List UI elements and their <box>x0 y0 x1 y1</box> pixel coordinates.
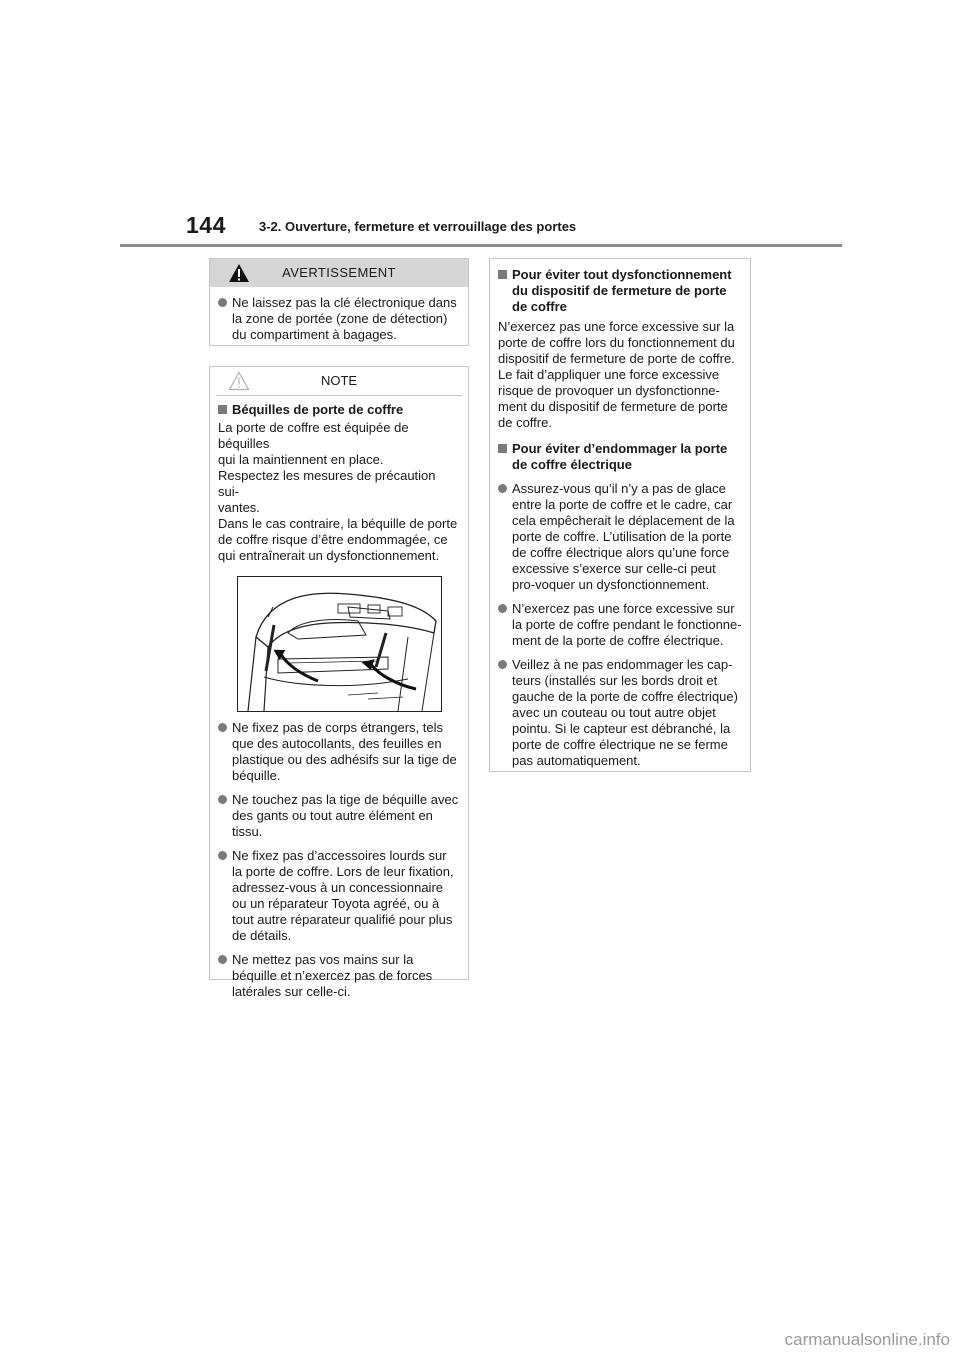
note-header <box>210 367 468 395</box>
round-bullet-icon <box>498 660 507 669</box>
bullet-text: Ne fixez pas de corps étrangers, tels que des autocollants, des feuilles en plastique ou des adhésifs sur la tige de béquille. <box>232 720 457 783</box>
round-bullet-icon <box>218 955 227 964</box>
round-bullet-icon <box>218 723 227 732</box>
bullet-text: N’exercez pas une force excessive sur la porte de coffre pendant le fonctionne-ment de la porte de coffre électrique. <box>512 601 742 648</box>
round-bullet-icon <box>218 851 227 860</box>
bullet-text: Ne laissez pas la clé électronique dans la zone de portée (zone de détection) du compartiment à bagages. <box>232 295 457 342</box>
note-heading <box>218 402 460 418</box>
paragraph-line: Respectez les mesures de précaution sui- <box>218 468 436 499</box>
section-title: 3-2. Ouverture, fermeture et verrouillage des portes <box>259 219 577 234</box>
bullet-text: Veillez à ne pas endommager les cap-teurs (installés sur les bords droit et gauche de la porte de coffre électrique) avec un couteau ou tout autre objet pointu. Si le capteur est débranché, la porte de coffre électrique ne se ferme pas automatiquement. <box>512 657 738 768</box>
header-rule <box>120 244 842 247</box>
paragraph-line: qui la maintiennent en place. <box>218 452 384 467</box>
square-bullet-icon <box>498 270 507 279</box>
note-box <box>209 366 469 999</box>
round-bullet-icon <box>218 298 227 307</box>
list-item <box>498 601 742 649</box>
paragraph-line: vantes. <box>218 500 260 515</box>
watermark: carmanualsonline.info <box>784 1330 950 1349</box>
warning-box <box>209 258 469 346</box>
warning-header <box>210 259 468 287</box>
list-item <box>218 952 460 1000</box>
right-note-box <box>489 258 751 772</box>
bullet-text: Ne mettez pas vos mains sur la béquille et n’exercez pas de forces latérales sur celle-ci. <box>232 952 433 999</box>
list-item <box>218 720 460 784</box>
note-heading-text: Béquilles de porte de coffre <box>232 402 404 417</box>
section-heading <box>498 267 742 315</box>
list-item <box>218 792 460 840</box>
note-title: NOTE <box>320 373 358 388</box>
bullet-text: Assurez-vous qu’il n’y a pas de glace entre la porte de coffre et le cadre, car cela empêcherait le déplacement de la porte de coffre. L’utilisation de la porte de coffre électrique alors qu’une force excessive s’exerce sur celle-ci peut pro-voquer un dysfonctionnement. <box>512 481 735 592</box>
round-bullet-icon <box>498 484 507 493</box>
warning-title: AVERTISSEMENT <box>282 265 396 280</box>
square-bullet-icon <box>218 405 227 414</box>
section-heading <box>498 441 742 473</box>
paragraph-line: de coffre risque d’être endommagée, ce <box>218 532 448 547</box>
list-item <box>498 657 742 769</box>
warning-triangle-icon <box>228 263 250 283</box>
list-item <box>498 481 742 593</box>
caution-outline-icon <box>228 371 250 391</box>
round-bullet-icon <box>218 795 227 804</box>
section-paragraph: N’exercez pas une force excessive sur la porte de coffre lors du fonctionnement du dispositif de fermeture de porte de coffre. Le fait d’appliquer une force excessive risque de provoquer un dysfonctionne-ment du dispositif de fermeture de porte de coffre. <box>498 319 735 430</box>
bullet-text: Ne fixez pas d’accessoires lourds sur la porte de coffre. Lors de leur fixation, adressez-vous à un concessionnaire ou un réparateur Toyota agréé, ou à tout autre réparateur qualifié pour plus de détails. <box>232 848 454 943</box>
list-item <box>218 295 460 343</box>
paragraph-line: qui entraînerait un dysfonctionnement. <box>218 548 440 563</box>
list-item <box>218 848 460 944</box>
section-heading-text: Pour éviter tout dysfonctionnement du dispositif de fermeture de porte de coffre <box>512 267 732 314</box>
section-heading-text: Pour éviter d’endommager la porte de coffre électrique <box>512 441 728 472</box>
page-number: 144 <box>186 212 226 238</box>
paragraph-line: Dans le cas contraire, la béquille de porte <box>218 516 458 531</box>
note-paragraph <box>218 420 460 564</box>
bullet-text: Ne touchez pas la tige de béquille avec des gants ou tout autre élément en tissu. <box>232 792 459 839</box>
tailgate-strut-illustration <box>237 576 442 712</box>
paragraph-line: La porte de coffre est équipée de béquilles <box>218 420 409 451</box>
tailgate-strut-drawing <box>238 577 441 711</box>
round-bullet-icon <box>498 604 507 613</box>
square-bullet-icon <box>498 444 507 453</box>
note-divider <box>216 395 462 396</box>
